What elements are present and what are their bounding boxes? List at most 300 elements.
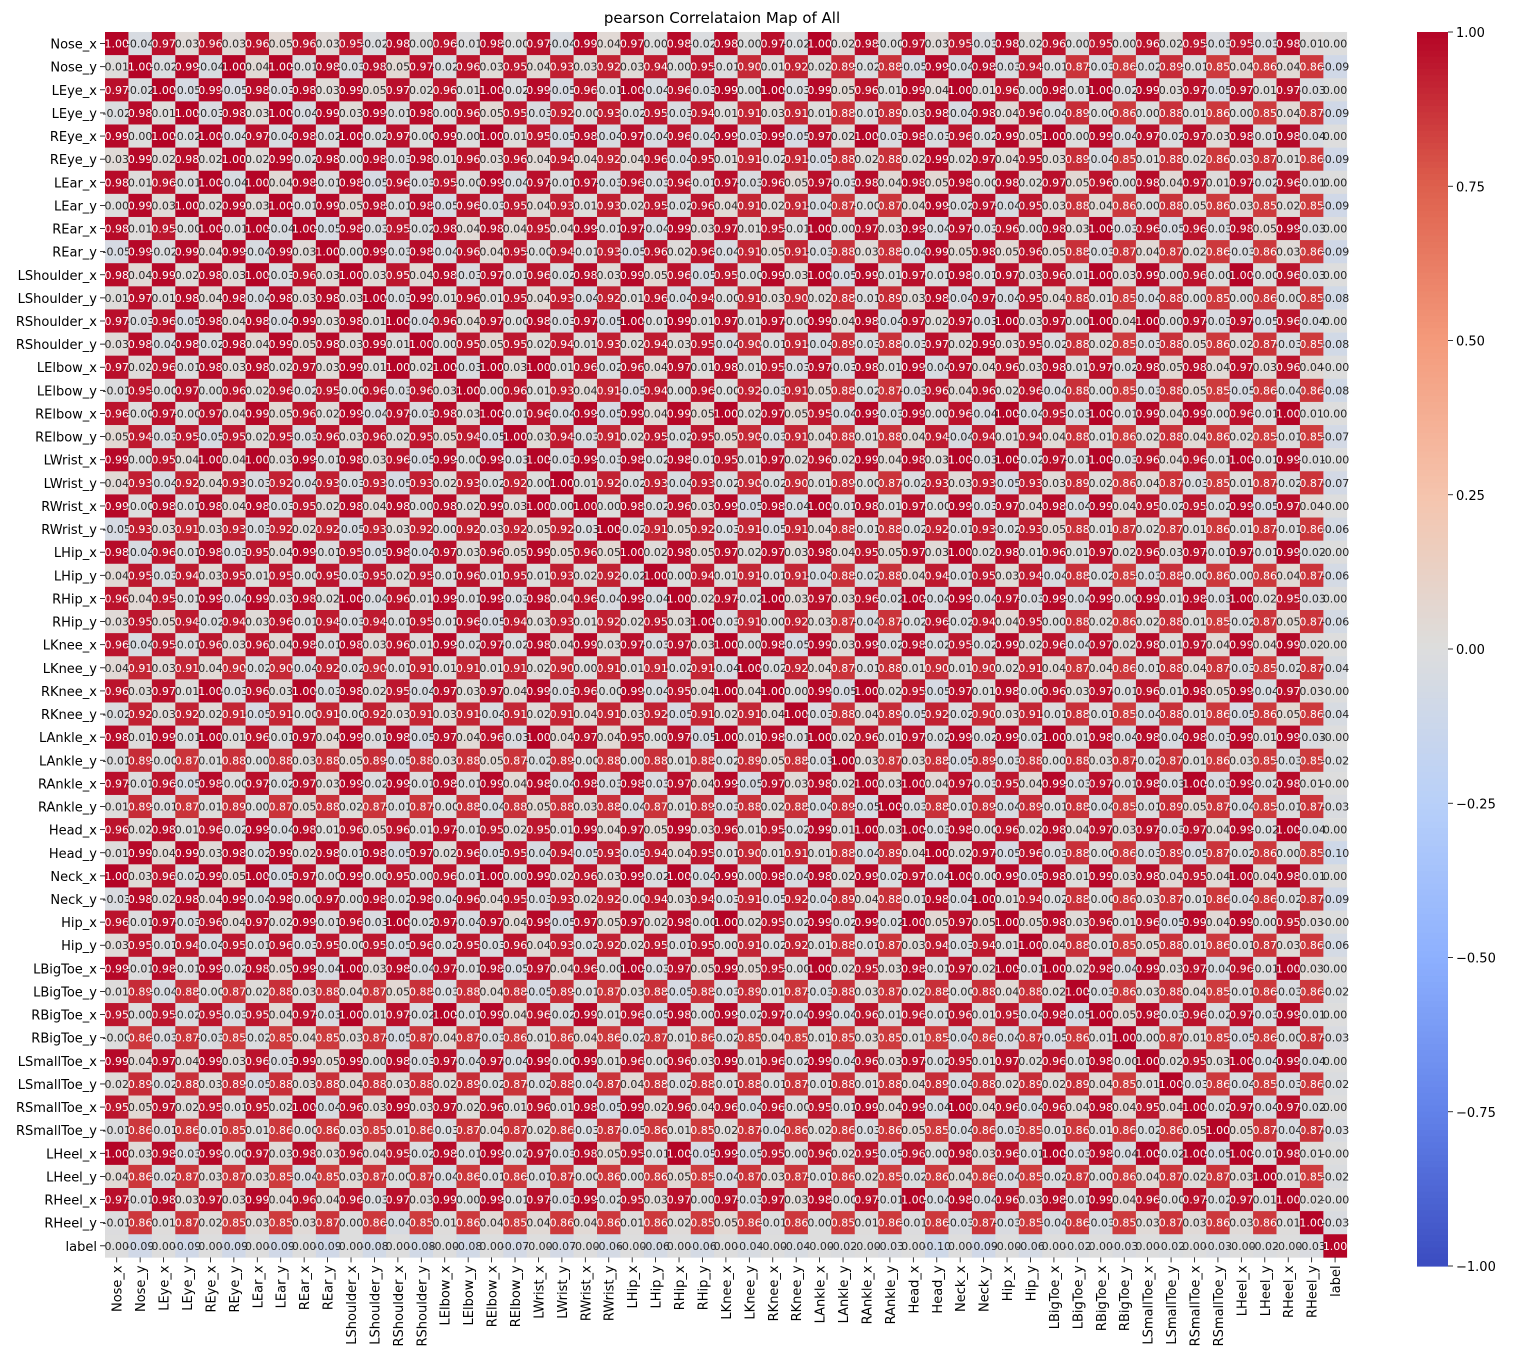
heatmap-cell-label: 1.00 xyxy=(151,84,176,97)
heatmap-cell-label: 0.99 xyxy=(432,454,457,467)
heatmap-cell-label: 0.00 xyxy=(1112,38,1137,51)
heatmap-cell-label: 0.01 xyxy=(1182,708,1207,721)
heatmap-cell-label: 0.99 xyxy=(1276,546,1301,559)
heatmap-cell-label: -0.03 xyxy=(595,176,623,189)
heatmap-cell-label: 0.05 xyxy=(971,916,996,929)
heatmap-cell-label: 0.95 xyxy=(456,338,481,351)
heatmap-cell-label: 0.03 xyxy=(901,107,926,120)
heatmap-cell-label: -0.04 xyxy=(782,870,810,883)
heatmap-cell-label: -0.10 xyxy=(1321,847,1349,860)
heatmap-cell-label: 0.01 xyxy=(1299,38,1324,51)
heatmap-cell-label: 0.01 xyxy=(550,824,575,837)
heatmap-cell-label: 0.03 xyxy=(1299,685,1324,698)
heatmap-cell-label: 0.89 xyxy=(831,338,856,351)
heatmap-cell-label: -0.01 xyxy=(1063,84,1091,97)
heatmap-cell-label: 0.96 xyxy=(1042,546,1067,559)
heatmap-cell-label: 0.87 xyxy=(268,801,293,814)
heatmap-cell-label: 0.99 xyxy=(901,407,926,420)
heatmap-cell-label: 0.95 xyxy=(503,61,528,74)
heatmap-cell-label: -0.02 xyxy=(196,616,224,629)
heatmap-cell-label: 0.01 xyxy=(1065,546,1090,559)
heatmap-cell-label: -0.03 xyxy=(524,107,552,120)
heatmap-cell-label: 0.02 xyxy=(1018,639,1043,652)
heatmap-cell-label: -0.02 xyxy=(852,569,880,582)
heatmap-cell-label: 0.96 xyxy=(1042,269,1067,282)
heatmap-cell-label: 0.03 xyxy=(1159,546,1184,559)
heatmap-cell-label: 0.01 xyxy=(1159,592,1184,605)
heatmap-cell-label: 0.98 xyxy=(807,870,832,883)
heatmap-cell-label: 0.87 xyxy=(1065,662,1090,675)
heatmap-cell-label: 0.93 xyxy=(643,477,668,490)
heatmap-cell-label: 0.88 xyxy=(1159,199,1184,212)
heatmap-cell-label: 0.01 xyxy=(1253,731,1278,744)
heatmap-cell-label: 0.04 xyxy=(198,292,223,305)
heatmap-cell-label: -0.04 xyxy=(712,338,740,351)
heatmap-cell-label: 0.99 xyxy=(339,407,364,420)
heatmap-cell-label: 0.99 xyxy=(362,246,387,259)
heatmap-cell-label: -0.04 xyxy=(196,939,224,952)
heatmap-cell-label: 0.85 xyxy=(1299,292,1324,305)
heatmap-cell-label: 0.87 xyxy=(1253,338,1278,351)
heatmap-cell-label: 0.02 xyxy=(432,847,457,860)
heatmap-cell-label: 0.98 xyxy=(128,107,153,120)
heatmap-cell-label: -0.03 xyxy=(384,384,412,397)
heatmap-cell-label: 0.96 xyxy=(151,176,176,189)
heatmap-cell-label: 0.01 xyxy=(737,454,762,467)
heatmap-cell-label: 0.95 xyxy=(315,939,340,952)
heatmap-cell-label: 0.99 xyxy=(1089,500,1114,513)
heatmap-cell-label: 0.01 xyxy=(432,153,457,166)
heatmap-cell-label: 0.88 xyxy=(1065,616,1090,629)
heatmap-cell-label: 0.02 xyxy=(1229,431,1254,444)
heatmap-cell-label: 1.00 xyxy=(339,130,364,143)
heatmap-cell-label: -0.02 xyxy=(1016,454,1044,467)
heatmap-cell-label: 0.95 xyxy=(971,569,996,582)
heatmap-cell-label: 0.98 xyxy=(432,223,457,236)
heatmap-cell-label: 0.00 xyxy=(1135,107,1160,120)
heatmap-cell-label: 0.03 xyxy=(315,315,340,328)
heatmap-cell-label: 0.03 xyxy=(245,107,270,120)
heatmap-cell-label: -0.03 xyxy=(1321,801,1349,814)
heatmap-cell-label: 0.99 xyxy=(292,315,317,328)
heatmap-cell-label: -0.01 xyxy=(1040,708,1068,721)
heatmap-cell-label: 1.00 xyxy=(362,292,387,305)
heatmap-cell-label: 0.95 xyxy=(643,939,668,952)
heatmap-cell-label: -0.07 xyxy=(1321,477,1349,490)
heatmap-cell-label: 0.05 xyxy=(1182,384,1207,397)
heatmap-cell-label: -0.03 xyxy=(876,130,904,143)
heatmap-cell-label: 0.05 xyxy=(761,246,786,259)
heatmap-cell-label: -0.04 xyxy=(782,500,810,513)
heatmap-cell-label: 0.96 xyxy=(151,361,176,374)
heatmap-cell-label: -0.03 xyxy=(1040,847,1068,860)
heatmap-cell-label: 0.03 xyxy=(1206,130,1231,143)
heatmap-cell-label: 0.02 xyxy=(995,384,1020,397)
heatmap-cell-label: -0.01 xyxy=(454,592,482,605)
heatmap-cell-label: 0.90 xyxy=(784,477,809,490)
heatmap-cell-label: 0.88 xyxy=(268,985,293,998)
heatmap-cell-label: -0.05 xyxy=(384,754,412,767)
heatmap-cell-label: 0.04 xyxy=(198,477,223,490)
heatmap-cell-label: 0.05 xyxy=(925,916,950,929)
heatmap-cell-label: 0.96 xyxy=(268,939,293,952)
heatmap-cell-label: 0.03 xyxy=(1018,269,1043,282)
heatmap-cell-label: 0.01 xyxy=(1276,153,1301,166)
heatmap-cell-label: 0.98 xyxy=(714,361,739,374)
heatmap-cell-label: 0.94 xyxy=(643,847,668,860)
heatmap-cell-label: 0.05 xyxy=(784,407,809,420)
heatmap-cell-label: 0.95 xyxy=(1276,592,1301,605)
heatmap-cell-label: 1.00 xyxy=(1276,962,1301,975)
heatmap-cell-label: -0.03 xyxy=(337,477,365,490)
heatmap-cell-label: -0.01 xyxy=(1204,546,1232,559)
heatmap-cell-label: 0.05 xyxy=(479,338,504,351)
heatmap-cell-label: 0.97 xyxy=(573,315,598,328)
heatmap-cell-label: 0.03 xyxy=(292,292,317,305)
heatmap-cell-label: 0.05 xyxy=(690,546,715,559)
heatmap-cell-label: 0.99 xyxy=(807,824,832,837)
heatmap-cell-label: -0.05 xyxy=(782,130,810,143)
heatmap-cell-label: 0.89 xyxy=(831,477,856,490)
heatmap-cell-label: 0.02 xyxy=(315,592,340,605)
heatmap-cell-label: -0.04 xyxy=(524,847,552,860)
heatmap-cell-label: 0.98 xyxy=(222,847,247,860)
heatmap-cell-label: 0.95 xyxy=(901,685,926,698)
heatmap-cell-label: 0.03 xyxy=(620,61,645,74)
heatmap-cell-label: 1.00 xyxy=(667,592,692,605)
heatmap-cell-label: 0.99 xyxy=(620,592,645,605)
heatmap-cell-label: 0.05 xyxy=(690,962,715,975)
heatmap-cell-label: -0.03 xyxy=(1157,777,1185,790)
heatmap-cell-label: 0.98 xyxy=(339,176,364,189)
heatmap-cell-label: -0.02 xyxy=(712,754,740,767)
heatmap-cell-label: -0.02 xyxy=(102,708,130,721)
heatmap-cell-label: 0.91 xyxy=(1018,708,1043,721)
heatmap-cell-label: 0.86 xyxy=(1253,246,1278,259)
heatmap-cell-label: -0.03 xyxy=(1016,592,1044,605)
heatmap-cell-label: -0.04 xyxy=(407,315,435,328)
heatmap-cell-label: 0.89 xyxy=(1159,61,1184,74)
heatmap-cell-label: 0.03 xyxy=(362,269,387,282)
heatmap-cell-label: -0.04 xyxy=(313,962,341,975)
heatmap-cell-label: -0.01 xyxy=(665,939,693,952)
heatmap-cell-label: 0.97 xyxy=(1182,130,1207,143)
heatmap-cell-label: 0.99 xyxy=(948,500,973,513)
heatmap-cell-label: 0.97 xyxy=(620,130,645,143)
heatmap-cell-label: -0.00 xyxy=(571,107,599,120)
heatmap-cell-label: 0.99 xyxy=(526,685,551,698)
heatmap-cell-label: 0.03 xyxy=(432,754,457,767)
heatmap-cell-label: -0.04 xyxy=(220,176,248,189)
heatmap-cell-label: 0.98 xyxy=(807,777,832,790)
heatmap-cell-label: -0.04 xyxy=(243,246,271,259)
heatmap-cell-label: 0.95 xyxy=(690,338,715,351)
heatmap-cell-label: 0.98 xyxy=(315,847,340,860)
heatmap-cell-label: 0.99 xyxy=(1089,130,1114,143)
heatmap-cell-label: 0.01 xyxy=(948,662,973,675)
heatmap-cell-label: 0.85 xyxy=(1112,384,1137,397)
heatmap-cell-label: 1.00 xyxy=(714,685,739,698)
heatmap-cell-label: 0.93 xyxy=(690,477,715,490)
heatmap-cell-label: 0.92 xyxy=(362,708,387,721)
heatmap-cell-label: 0.98 xyxy=(526,315,551,328)
heatmap-cell-label: 0.93 xyxy=(222,477,247,490)
heatmap-cell-label: 0.04 xyxy=(222,315,247,328)
heatmap-cell-label: 0.96 xyxy=(198,824,223,837)
heatmap-cell-label: -0.03 xyxy=(759,384,787,397)
heatmap-cell-label: -0.05 xyxy=(102,523,130,536)
heatmap-cell-label: 0.86 xyxy=(1206,523,1231,536)
heatmap-cell-label: 0.99 xyxy=(807,685,832,698)
heatmap-cell-label: 0.98 xyxy=(526,639,551,652)
heatmap-cell-label: -0.01 xyxy=(712,847,740,860)
heatmap-cell-label: 1.00 xyxy=(901,916,926,929)
heatmap-cell-label: 0.97 xyxy=(151,407,176,420)
heatmap-cell-label: -0.02 xyxy=(173,870,201,883)
heatmap-cell-label: 0.97 xyxy=(620,824,645,837)
heatmap-cell-label: 0.02 xyxy=(503,824,528,837)
heatmap-cell-label: 0.96 xyxy=(1018,107,1043,120)
heatmap-cell-label: 0.01 xyxy=(878,269,903,282)
heatmap-cell-label: 0.02 xyxy=(807,292,832,305)
heatmap-cell-label: 0.99 xyxy=(175,246,200,259)
heatmap-cell-label: -0.03 xyxy=(1110,454,1138,467)
heatmap-cell-label: 0.04 xyxy=(807,523,832,536)
heatmap-cell-label: 0.04 xyxy=(995,616,1020,629)
heatmap-cell-label: 1.00 xyxy=(714,639,739,652)
heatmap-cell-label: 0.00 xyxy=(597,500,622,513)
heatmap-cell-label: -0.01 xyxy=(1274,523,1302,536)
heatmap-cell-label: -0.03 xyxy=(923,130,951,143)
heatmap-cell-label: 0.05 xyxy=(1253,223,1278,236)
heatmap-cell-label: 0.93 xyxy=(222,523,247,536)
heatmap-cell-label: 0.93 xyxy=(550,61,575,74)
heatmap-cell-label: 0.97 xyxy=(104,361,129,374)
heatmap-cell-label: 0.03 xyxy=(925,38,950,51)
heatmap-cell-label: 0.03 xyxy=(761,292,786,305)
heatmap-cell-label: -0.04 xyxy=(1063,500,1091,513)
heatmap-cell-label: 0.02 xyxy=(948,153,973,166)
heatmap-cell-label: 0.88 xyxy=(784,801,809,814)
heatmap-cell-label: -0.04 xyxy=(1110,731,1138,744)
heatmap-cell-label: 0.88 xyxy=(925,754,950,767)
heatmap-cell-label: 0.03 xyxy=(362,454,387,467)
heatmap-cell-label: 0.99 xyxy=(339,84,364,97)
heatmap-cell-label: -0.05 xyxy=(1180,847,1208,860)
heatmap-cell-label: -0.03 xyxy=(266,84,294,97)
heatmap-cell-label: 0.04 xyxy=(104,477,129,490)
heatmap-cell-label: 0.97 xyxy=(386,84,411,97)
heatmap-cell-label: -0.01 xyxy=(173,500,201,513)
heatmap-cell-label: 0.95 xyxy=(386,685,411,698)
heatmap-cell-label: 0.04 xyxy=(597,731,622,744)
heatmap-cell-label: -0.01 xyxy=(1087,939,1115,952)
heatmap-cell-label: 0.03 xyxy=(1065,916,1090,929)
heatmap-cell-label: -0.01 xyxy=(899,893,927,906)
heatmap-cell-label: 0.98 xyxy=(362,199,387,212)
heatmap-cell-label: 0.01 xyxy=(409,824,434,837)
heatmap-cell-label: 0.02 xyxy=(737,546,762,559)
heatmap-cell-label: -0.02 xyxy=(876,592,904,605)
heatmap-cell-label: -0.02 xyxy=(337,662,365,675)
heatmap-cell-label: 0.02 xyxy=(1299,639,1324,652)
heatmap-cell-label: 0.98 xyxy=(362,893,387,906)
heatmap-cell-label: 0.96 xyxy=(1182,269,1207,282)
heatmap-cell-label: -0.02 xyxy=(782,824,810,837)
heatmap-cell-label: 0.88 xyxy=(1159,292,1184,305)
heatmap-cell-label: 0.89 xyxy=(128,985,153,998)
heatmap-cell-label: 0.05 xyxy=(386,985,411,998)
heatmap-cell-label: 0.05 xyxy=(995,246,1020,259)
heatmap-cell-label: 0.99 xyxy=(1135,269,1160,282)
heatmap-cell-label: 1.00 xyxy=(245,223,270,236)
heatmap-cell-label: 0.98 xyxy=(104,176,129,189)
heatmap-cell-label: 0.05 xyxy=(151,616,176,629)
heatmap-cell-label: 0.97 xyxy=(948,685,973,698)
heatmap-cell-label: 0.96 xyxy=(971,384,996,397)
heatmap-cell-label: -0.06 xyxy=(1321,616,1349,629)
heatmap-cell-label: 0.02 xyxy=(245,153,270,166)
heatmap-cell-label: 0.88 xyxy=(878,431,903,444)
heatmap-cell-label: 0.98 xyxy=(925,107,950,120)
heatmap-cell-label: 0.94 xyxy=(690,107,715,120)
heatmap-cell-label: 1.00 xyxy=(620,315,645,328)
heatmap-cell-label: -0.00 xyxy=(969,824,997,837)
heatmap-cell-label: 1.00 xyxy=(737,662,762,675)
heatmap-cell-label: -0.00 xyxy=(501,38,529,51)
heatmap-cell-label: 0.00 xyxy=(831,223,856,236)
heatmap-cell-label: 0.91 xyxy=(784,199,809,212)
heatmap-cell-label: 0.87 xyxy=(878,199,903,212)
heatmap-cell-label: 0.04 xyxy=(1299,500,1324,513)
heatmap-cell-label: 0.03 xyxy=(315,269,340,282)
heatmap-cell-label: 0.97 xyxy=(573,731,598,744)
heatmap-cell-label: -0.04 xyxy=(266,223,294,236)
heatmap-cell-label: 0.95 xyxy=(292,500,317,513)
heatmap-cell-label: 0.01 xyxy=(714,569,739,582)
heatmap-cell-label: 0.05 xyxy=(339,199,364,212)
heatmap-cell-label: 0.87 xyxy=(831,616,856,629)
heatmap-cell-label: 0.97 xyxy=(151,685,176,698)
heatmap-cell-label: 0.96 xyxy=(503,939,528,952)
heatmap-cell-label: 0.03 xyxy=(878,223,903,236)
heatmap-cell-label: 0.99 xyxy=(854,639,879,652)
heatmap-cell-label: 0.86 xyxy=(1112,431,1137,444)
heatmap-cell-label: -0.05 xyxy=(173,777,201,790)
heatmap-cell-label: 0.99 xyxy=(714,130,739,143)
heatmap-cell-label: 1.00 xyxy=(268,61,293,74)
heatmap-cell-label: -0.03 xyxy=(220,685,248,698)
heatmap-cell-label: 0.04 xyxy=(1206,824,1231,837)
heatmap-cell-label: 0.95 xyxy=(151,592,176,605)
heatmap-cell-label: 0.95 xyxy=(386,269,411,282)
heatmap-cell-label: -0.03 xyxy=(1227,246,1255,259)
heatmap-cell-label: -0.05 xyxy=(266,870,294,883)
heatmap-cell-label: -0.04 xyxy=(477,708,505,721)
heatmap-cell-label: -0.04 xyxy=(149,338,177,351)
heatmap-cell-label: 0.05 xyxy=(339,754,364,767)
heatmap-cell-label: 0.98 xyxy=(1135,870,1160,883)
heatmap-cell-label: 0.01 xyxy=(1135,153,1160,166)
heatmap-cell-label: 0.96 xyxy=(714,824,739,837)
heatmap-cell-label: 0.00 xyxy=(1135,199,1160,212)
heatmap-cell-label: 1.00 xyxy=(1276,824,1301,837)
heatmap-cell-label: 0.99 xyxy=(761,130,786,143)
heatmap-cell-label: 0.98 xyxy=(667,916,692,929)
heatmap-cell-label: 0.94 xyxy=(1018,61,1043,74)
heatmap-cell-label: 0.04 xyxy=(245,338,270,351)
heatmap-cell-label: -0.08 xyxy=(1321,292,1349,305)
heatmap-cell-label: -0.03 xyxy=(595,454,623,467)
heatmap-cell-label: 0.90 xyxy=(784,292,809,305)
heatmap-cell-label: -0.01 xyxy=(1297,176,1325,189)
heatmap-cell-label: 0.04 xyxy=(245,61,270,74)
heatmap-cell-label: 0.04 xyxy=(1042,292,1067,305)
heatmap-cell-label: 0.04 xyxy=(1112,315,1137,328)
heatmap-cell-label: 0.95 xyxy=(409,431,434,444)
heatmap-cell-label: -0.01 xyxy=(384,662,412,675)
heatmap-cell-label: 0.94 xyxy=(643,61,668,74)
heatmap-cell-label: 0.03 xyxy=(503,361,528,374)
heatmap-cell-label: 0.99 xyxy=(714,84,739,97)
heatmap-cell-label: -0.01 xyxy=(1227,939,1255,952)
heatmap-cell-label: 0.91 xyxy=(737,939,762,952)
heatmap-cell-label: 0.97 xyxy=(315,893,340,906)
heatmap-cell-label: 0.99 xyxy=(362,338,387,351)
heatmap-cell-label: 0.95 xyxy=(1182,870,1207,883)
heatmap-cell-label: 0.88 xyxy=(643,754,668,767)
heatmap-cell-label: 0.91 xyxy=(784,523,809,536)
heatmap-cell-label: 0.01 xyxy=(714,107,739,120)
heatmap-cell-label: 0.98 xyxy=(1276,777,1301,790)
heatmap-cell-label: 0.02 xyxy=(901,153,926,166)
heatmap-cell-label: -0.04 xyxy=(126,546,154,559)
heatmap-cell-label: 0.99 xyxy=(292,962,317,975)
heatmap-cell-label: 0.00 xyxy=(620,754,645,767)
heatmap-cell-label: 0.04 xyxy=(128,592,153,605)
heatmap-cell-label: -0.01 xyxy=(946,569,974,582)
heatmap-cell-label: -0.01 xyxy=(243,939,271,952)
heatmap-cell-label: -0.03 xyxy=(712,801,740,814)
heatmap-cell-label: -0.05 xyxy=(1251,500,1279,513)
heatmap-cell-label: 0.94 xyxy=(503,616,528,629)
heatmap-cell-label: -0.01 xyxy=(946,801,974,814)
heatmap-cell-label: 0.90 xyxy=(362,662,387,675)
heatmap-cell-label: -0.00 xyxy=(1251,269,1279,282)
heatmap-cell-label: 0.05 xyxy=(550,546,575,559)
heatmap-cell-label: 0.87 xyxy=(1065,61,1090,74)
heatmap-cell-label: 0.96 xyxy=(432,315,457,328)
heatmap-cell-label: -0.05 xyxy=(665,708,693,721)
heatmap-cell-label: 0.88 xyxy=(175,985,200,998)
heatmap-cell-label: 0.98 xyxy=(315,153,340,166)
heatmap-cell-label: -0.01 xyxy=(1274,801,1302,814)
heatmap-cell-label: -0.05 xyxy=(993,477,1021,490)
heatmap-cell-label: 0.96 xyxy=(1135,223,1160,236)
heatmap-cell-label: 0.01 xyxy=(1229,477,1254,490)
heatmap-cell-label: -0.05 xyxy=(548,130,576,143)
heatmap-cell-label: -0.00 xyxy=(595,962,623,975)
heatmap-cell-label: 0.94 xyxy=(690,292,715,305)
heatmap-cell-label: 0.90 xyxy=(737,61,762,74)
heatmap-cell-label: -0.03 xyxy=(1297,731,1325,744)
heatmap-cell-label: 0.03 xyxy=(784,777,809,790)
heatmap-cell-label: 0.98 xyxy=(339,454,364,467)
heatmap-cell-label: 0.03 xyxy=(831,639,856,652)
heatmap-cell-label: -0.09 xyxy=(1321,199,1349,212)
heatmap-cell-label: 0.91 xyxy=(737,153,762,166)
heatmap-cell-label: 0.99 xyxy=(854,269,879,282)
